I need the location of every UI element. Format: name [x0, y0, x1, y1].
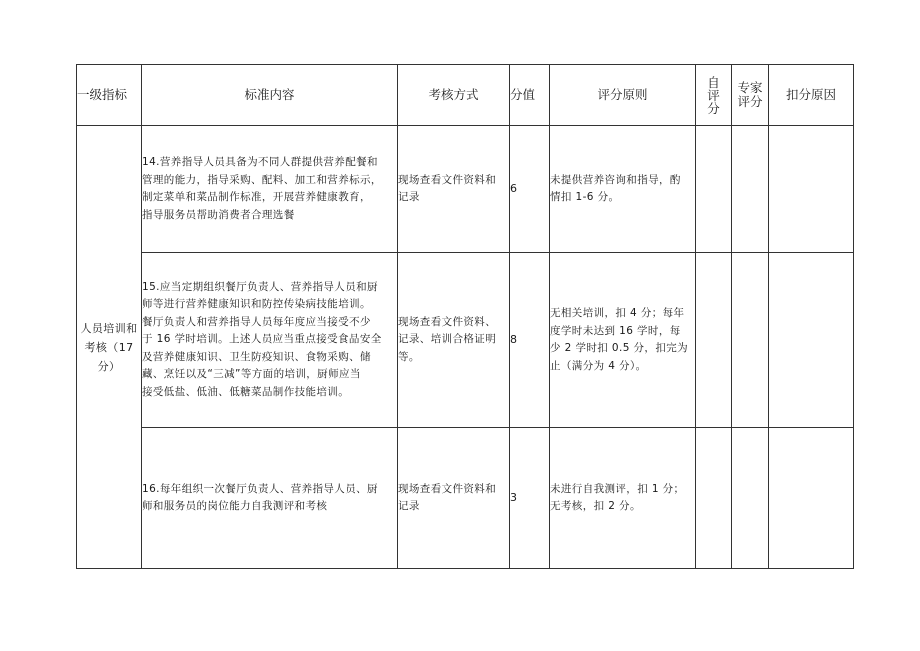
rule-cell — [550, 253, 696, 428]
header-self-score-line: 评 — [707, 87, 720, 103]
method-cell — [398, 428, 510, 569]
deduction-reason-cell[interactable] — [769, 253, 854, 428]
rule-line: 止（满分为 4 分）。 — [550, 359, 647, 372]
self-score-cell[interactable] — [696, 253, 732, 428]
header-expert-score — [732, 65, 769, 126]
content-line: 于 16 学时培训。上述人员应当重点接受食品安全 — [142, 333, 382, 346]
rule-line: 度学时未达到 16 学时，每 — [550, 324, 681, 337]
content-line: 制定菜单和菜品制作标准，开展营养健康教育， — [142, 191, 371, 203]
score-cell: 6 — [510, 126, 550, 253]
indicator-line: 分） — [97, 359, 121, 373]
expert-score-cell[interactable] — [732, 428, 769, 569]
content-line: 指导服务员帮助消费者合理选餐 — [142, 208, 295, 221]
method-line: 记录 — [398, 500, 420, 512]
header-expert-score-line: 专家 — [737, 80, 763, 95]
evaluation-table — [76, 64, 854, 569]
header-indicator: 一级指标 — [77, 65, 142, 126]
method-line: 现场查看文件资料和 — [398, 482, 497, 495]
table-row — [77, 126, 854, 253]
header-self-score-line: 自 — [707, 74, 720, 90]
score-cell: 8 — [510, 253, 550, 428]
header-self-score-line: 分 — [707, 100, 720, 116]
content-line: 师和服务员的岗位能力自我测评和考核 — [142, 500, 328, 512]
header-content: 标准内容 — [142, 65, 398, 126]
header-rule: 评分原则 — [550, 65, 696, 126]
self-score-cell[interactable] — [696, 428, 732, 569]
method-line: 等。 — [398, 350, 420, 363]
header-expert-score-line: 评分 — [737, 94, 763, 109]
deduction-reason-cell[interactable] — [769, 428, 854, 569]
rule-cell — [550, 126, 696, 253]
rule-line: 未进行自我测评，扣 1 分； — [550, 482, 685, 495]
rule-line: 少 2 学时扣 0.5 分，扣完为 — [550, 342, 689, 354]
content-cell — [142, 126, 398, 253]
deduction-reason-cell[interactable] — [769, 126, 854, 253]
rule-line: 未提供营养咨询和指导，酌 — [550, 173, 681, 186]
method-line: 记录、培训合格证明 — [398, 333, 497, 346]
content-cell — [142, 428, 398, 569]
indicator-cell — [77, 126, 142, 569]
rule-cell — [550, 428, 696, 569]
table-row — [77, 428, 854, 569]
content-line: 15.应当定期组织餐厅负责人、营养指导人员和厨 — [142, 280, 378, 293]
method-line: 现场查看文件资料和 — [398, 173, 497, 186]
content-line: 餐厅负责人和营养指导人员每年度应当接受不少 — [142, 315, 371, 328]
method-line: 现场查看文件资料、 — [398, 315, 497, 328]
indicator-line: 人员培训和 — [80, 321, 138, 335]
rule-line: 无考核，扣 2 分。 — [550, 500, 641, 512]
self-score-cell[interactable] — [696, 126, 732, 253]
expert-score-cell[interactable] — [732, 126, 769, 253]
content-line: 14.营养指导人员具备为不同人群提供营养配餐和 — [142, 156, 378, 168]
method-line: 记录 — [398, 191, 420, 203]
expert-score-cell[interactable] — [732, 253, 769, 428]
content-line: 藏、烹饪以及“三减”等方面的培训，厨师应当 — [142, 368, 361, 381]
method-cell — [398, 253, 510, 428]
content-cell — [142, 253, 398, 428]
table-row — [77, 253, 854, 428]
header-self-score — [696, 65, 732, 126]
indicator-line: 考核（17 — [84, 340, 134, 354]
content-line: 管理的能力，指导采购、配料、加工和营养标示， — [142, 173, 382, 186]
header-method: 考核方式 — [398, 65, 510, 126]
method-cell — [398, 126, 510, 253]
header-deduction-reason: 扣分原因 — [769, 65, 854, 126]
score-cell: 3 — [510, 428, 550, 569]
content-line: 及营养健康知识、卫生防疫知识、食物采购、储 — [142, 350, 371, 363]
content-line: 师等进行营养健康知识和防控传染病技能培训。 — [142, 298, 371, 311]
header-row — [77, 65, 854, 126]
rule-line: 无相关培训，扣 4 分；每年 — [550, 307, 685, 319]
content-line: 接受低盐、低油、低糖菜品制作技能培训。 — [142, 385, 350, 398]
content-line: 16.每年组织一次餐厅负责人、营养指导人员、厨 — [142, 482, 378, 495]
rule-line: 情扣 1-6 分。 — [550, 191, 620, 203]
header-score: 分值 — [510, 65, 550, 126]
